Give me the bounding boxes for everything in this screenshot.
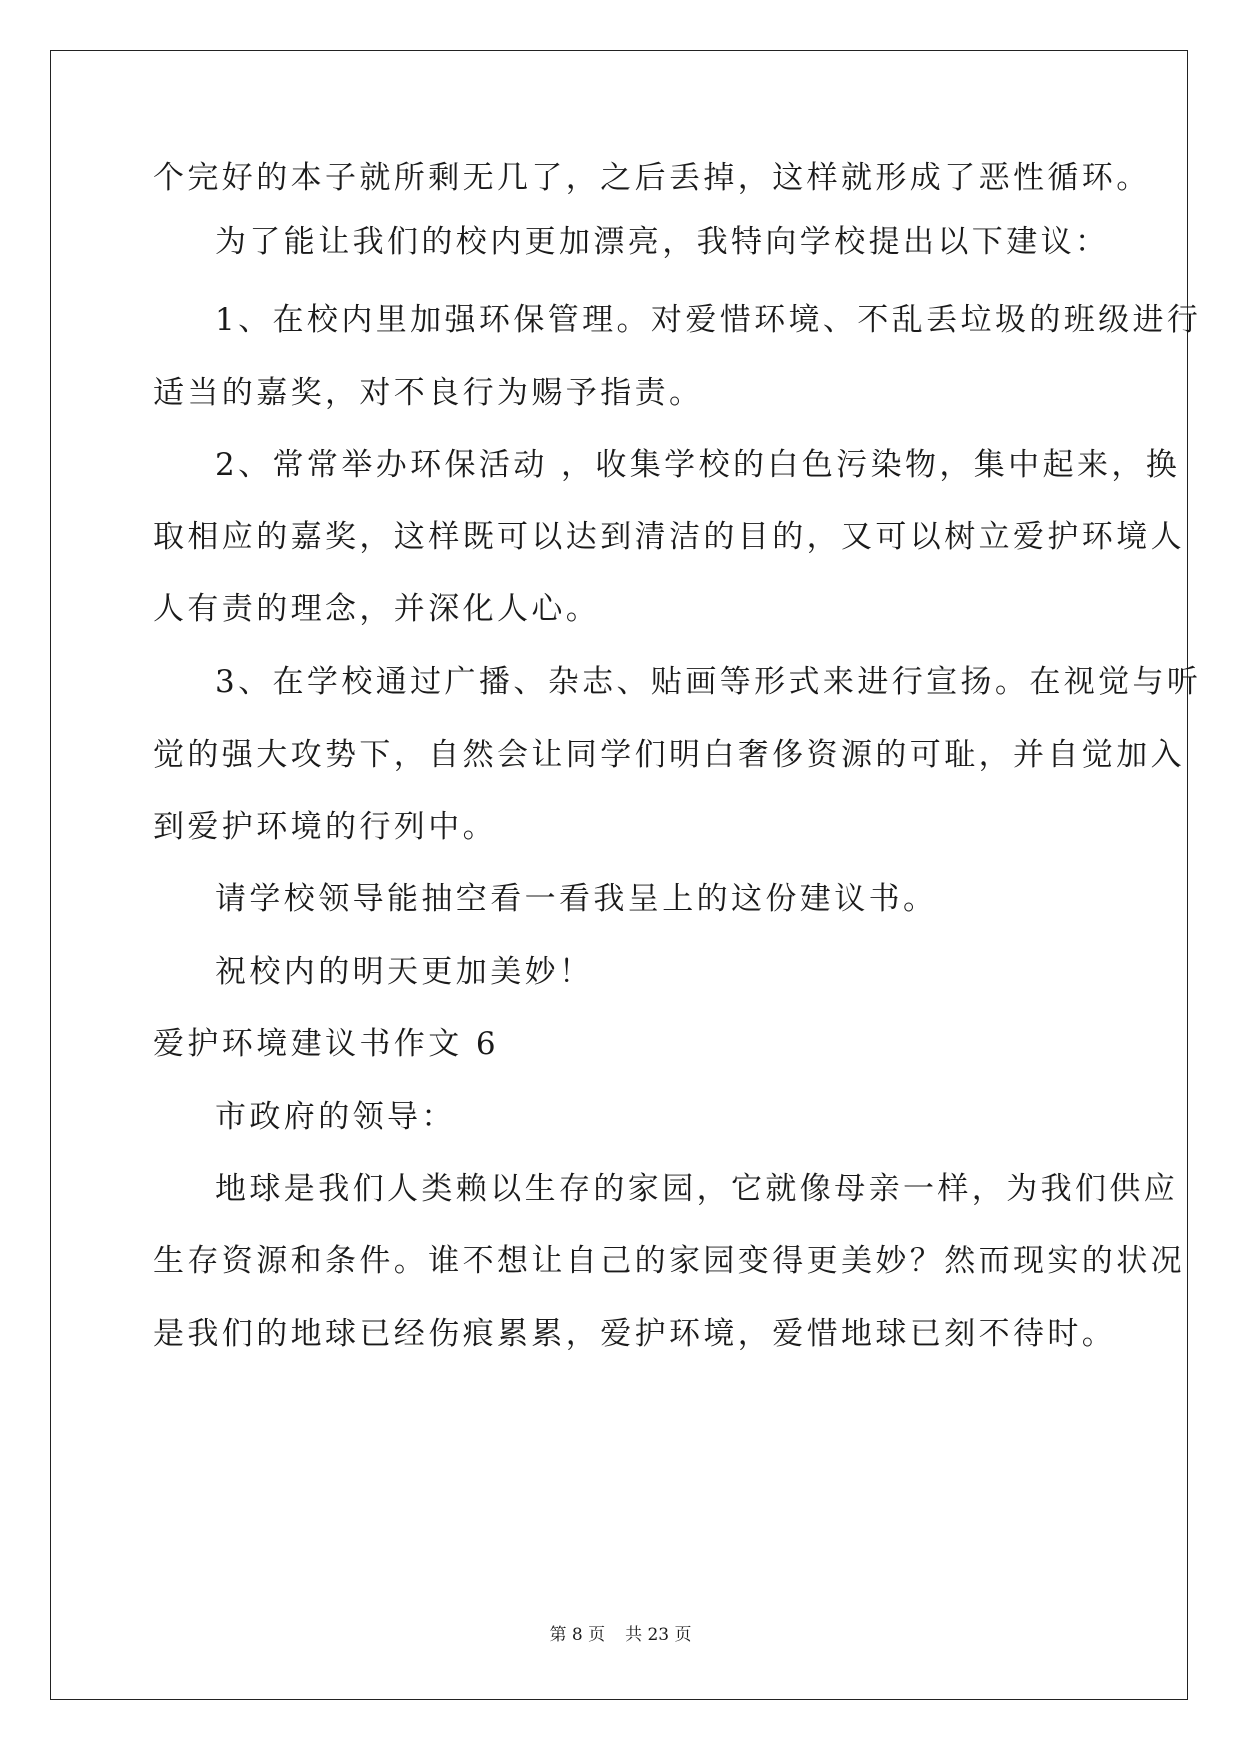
page-total: 共 23 页 [625, 1625, 692, 1645]
list-item-3-line: 3、在学校通过广播、杂志、贴画等形式来进行宣扬。在视觉与听 [215, 664, 1202, 700]
page-border [50, 50, 1188, 1700]
page-footer [0, 1623, 1241, 1647]
body-line: 为了能让我们的校内更加漂亮，我特向学校提出以下建议： [215, 224, 1110, 260]
body-line: 祝校内的明天更加美妙！ [215, 954, 594, 990]
section-heading: 爱护环境建议书作文 6 [153, 1026, 499, 1062]
body-line: 个完好的本子就所剩无几了，之后丢掉，这样就形成了恶性循环。 [153, 160, 1151, 196]
list-item-3-line: 觉的强大攻势下，自然会让同学们明白奢侈资源的可耻，并自觉加入 [153, 737, 1185, 773]
list-item-2-line: 人有责的理念，并深化人心。 [153, 591, 601, 627]
list-item-1-line: 适当的嘉奖，对不良行为赐予指责。 [153, 375, 704, 411]
body-line: 地球是我们人类赖以生存的家园，它就像母亲一样，为我们供应 [215, 1171, 1179, 1207]
list-item-2-line: 2、常常举办环保活动 ，收集学校的白色污染物，集中起来，换 [215, 447, 1181, 483]
list-item-1-line: 1、在校内里加强环保管理。对爱惜环境、不乱丢垃圾的班级进行 [215, 302, 1202, 338]
body-line: 生存资源和条件。谁不想让自己的家园变得更美妙？然而现实的状况 [153, 1243, 1185, 1279]
body-line: 是我们的地球已经伤痕累累，爱护环境，爱惜地球已刻不待时。 [153, 1316, 1117, 1352]
body-line: 请学校领导能抽空看一看我呈上的这份建议书。 [215, 881, 938, 917]
list-item-2-line: 取相应的嘉奖，这样既可以达到清洁的目的，又可以树立爱护环境人 [153, 519, 1185, 555]
salutation: 市政府的领导： [215, 1099, 456, 1135]
list-item-3-line: 到爱护环境的行列中。 [153, 809, 497, 845]
page-number: 第 8 页 [549, 1625, 606, 1645]
